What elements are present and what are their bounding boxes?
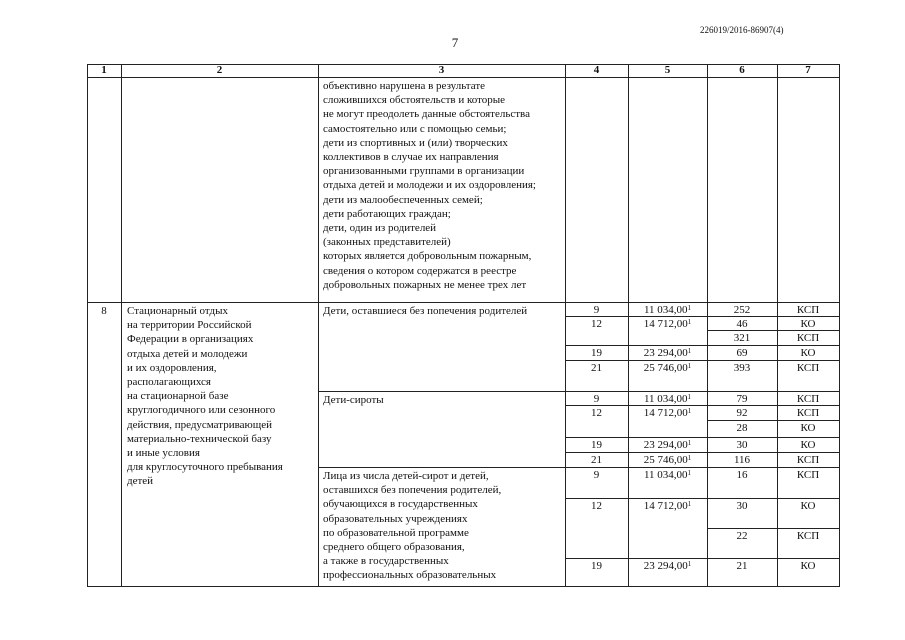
count-cell: 79 bbox=[736, 393, 748, 405]
count-cell: 28 bbox=[736, 422, 748, 434]
text-line: организованными группами в организации bbox=[323, 165, 525, 178]
text-line: Дети-сироты bbox=[323, 394, 384, 406]
text-line: по образовательной программе bbox=[323, 526, 469, 539]
footnote-marker: 1 bbox=[687, 347, 692, 355]
text-line: обучающихся в государственных bbox=[323, 498, 478, 511]
price-cell: 25 746,00$^1$ bbox=[643, 362, 692, 374]
days-cell: 12 bbox=[591, 500, 602, 512]
price-cell: 23 294,00$^1$ bbox=[643, 347, 692, 359]
text-line: располагающихся bbox=[127, 376, 211, 389]
text-line: профессиональных образовательных bbox=[323, 569, 497, 582]
page-number: 7 bbox=[451, 35, 459, 50]
footnote-marker: 1 bbox=[687, 469, 692, 477]
code-cell: КСП bbox=[796, 454, 820, 466]
count-cell: 116 bbox=[733, 454, 751, 466]
footnote-marker: 1 bbox=[687, 393, 692, 401]
code-cell: КО bbox=[800, 439, 816, 451]
category-text bbox=[323, 469, 563, 583]
header-col-3: 3 bbox=[438, 64, 445, 76]
code-cell: КСП bbox=[796, 469, 820, 481]
code-cell: КСП bbox=[796, 393, 820, 405]
count-cell: 69 bbox=[736, 347, 748, 359]
days-cell: 12 bbox=[591, 318, 602, 330]
code-cell: КСП bbox=[796, 407, 820, 419]
footnote-marker: 1 bbox=[687, 318, 692, 326]
header-col-2: 2 bbox=[216, 64, 223, 76]
text-line: коллективов в случае их направления bbox=[323, 151, 499, 164]
days-cell: 19 bbox=[591, 347, 602, 359]
text-line: которых является добровольным пожарным, bbox=[323, 250, 532, 263]
continued-category-text bbox=[323, 79, 563, 292]
service-description bbox=[127, 304, 315, 489]
price-cell: 14 712,00$^1$ bbox=[643, 407, 692, 419]
days-cell: 19 bbox=[591, 560, 602, 572]
footnote-marker: 1 bbox=[687, 454, 692, 462]
code-cell: КО bbox=[800, 422, 816, 434]
footnote-marker: 1 bbox=[687, 362, 692, 370]
text-line: объективно нарушена в результате bbox=[323, 80, 486, 92]
price-cell: 23 294,00$^1$ bbox=[643, 439, 692, 451]
days-cell: 12 bbox=[591, 407, 602, 419]
document-number: 226019/2016-86907(4) bbox=[700, 25, 784, 35]
text-line: Федерации в организациях bbox=[127, 333, 254, 346]
text-line: дети из спортивных и (или) творческих bbox=[323, 136, 508, 149]
days-cell: 9 bbox=[593, 469, 600, 481]
count-cell: 21 bbox=[736, 560, 748, 572]
count-cell: 16 bbox=[736, 469, 748, 481]
category-text bbox=[323, 393, 563, 407]
code-cell: КО bbox=[800, 347, 816, 359]
header-col-7: 7 bbox=[805, 64, 811, 76]
footnote-marker: 1 bbox=[687, 304, 692, 312]
count-cell: 321 bbox=[733, 332, 751, 344]
tariff-table bbox=[87, 64, 840, 587]
text-line: (законных представителей) bbox=[323, 236, 451, 249]
row-number: 8 bbox=[101, 305, 107, 317]
header-col-6: 6 bbox=[739, 64, 745, 76]
text-line: оставшихся без попечения родителей, bbox=[323, 484, 502, 497]
text-line: на территории Российской bbox=[127, 319, 252, 332]
count-cell: 30 bbox=[736, 439, 748, 451]
days-cell: 21 bbox=[591, 454, 602, 466]
count-cell: 46 bbox=[736, 318, 748, 330]
text-line: самостоятельно или с помощью семьи; bbox=[323, 122, 507, 135]
count-cell: 252 bbox=[733, 304, 751, 316]
text-line: сложившихся обстоятельств и которые bbox=[323, 94, 506, 107]
count-cell: 22 bbox=[736, 530, 748, 542]
footnote-marker: 1 bbox=[687, 500, 692, 508]
price-cell: 11 034,00$^1$ bbox=[643, 469, 692, 481]
code-cell: КСП bbox=[796, 304, 820, 316]
price-cell: 14 712,00$^1$ bbox=[643, 318, 692, 330]
count-cell: 30 bbox=[736, 500, 748, 512]
price-cell: 11 034,00$^1$ bbox=[643, 393, 692, 405]
header-col-4: 4 bbox=[593, 64, 600, 76]
text-line: на стационарной базе bbox=[127, 390, 229, 403]
footnote-marker: 1 bbox=[687, 407, 692, 415]
code-cell: КСП bbox=[796, 362, 820, 374]
text-line: среднего общего образования, bbox=[323, 541, 465, 554]
days-cell: 9 bbox=[593, 393, 600, 405]
text-line: Стационарный отдых bbox=[127, 305, 228, 317]
category-text bbox=[323, 304, 563, 318]
text-line: Лица из числа детей-сирот и детей, bbox=[323, 470, 489, 482]
code-cell: КСП bbox=[796, 332, 820, 344]
text-line: для круглосуточного пребывания bbox=[127, 461, 283, 474]
text-line: детей bbox=[127, 475, 154, 488]
count-cell: 393 bbox=[733, 362, 751, 374]
code-cell: КСП bbox=[796, 530, 820, 542]
code-cell: КО bbox=[800, 500, 816, 512]
text-line: Дети, оставшиеся без попечения родителей bbox=[323, 305, 528, 317]
text-line: дети из малообеспеченных семей; bbox=[323, 193, 483, 206]
text-line: добровольных пожарных не менее трех лет bbox=[323, 278, 527, 291]
days-cell: 9 bbox=[593, 304, 600, 316]
text-line: дети работающих граждан; bbox=[323, 207, 451, 220]
text-line: круглогодичного или сезонного bbox=[127, 404, 276, 417]
text-line: не могут преодолеть данные обстоятельства bbox=[323, 108, 530, 121]
text-line: образовательных учреждениях bbox=[323, 512, 468, 525]
price-cell: 11 034,00$^1$ bbox=[643, 304, 692, 316]
header-col-5: 5 bbox=[664, 64, 671, 76]
days-cell: 21 bbox=[591, 362, 602, 374]
text-line: отдыха детей и молодежи и их оздоровления; bbox=[323, 179, 536, 192]
text-line: отдыха детей и молодежи bbox=[127, 347, 248, 360]
header-col-1: 1 bbox=[101, 64, 107, 76]
text-line: материально-технической базу bbox=[127, 432, 272, 445]
text-line: дети, один из родителей bbox=[323, 222, 437, 235]
code-cell: КО bbox=[800, 560, 816, 572]
text-line: и иные условия bbox=[127, 447, 200, 460]
count-cell: 92 bbox=[736, 407, 748, 419]
days-cell: 19 bbox=[591, 439, 602, 451]
text-line: и их оздоровления, bbox=[127, 361, 217, 374]
code-cell: КО bbox=[800, 318, 816, 330]
text-line: а также в государственных bbox=[323, 555, 449, 568]
price-cell: 23 294,00$^1$ bbox=[643, 560, 692, 572]
text-line: действия, предусматривающей bbox=[127, 418, 272, 431]
footnote-marker: 1 bbox=[687, 439, 692, 447]
price-cell: 25 746,00$^1$ bbox=[643, 454, 692, 466]
text-line: сведения о котором содержатся в реестре bbox=[323, 264, 517, 277]
footnote-marker: 1 bbox=[687, 560, 692, 568]
price-cell: 14 712,00$^1$ bbox=[643, 500, 692, 512]
